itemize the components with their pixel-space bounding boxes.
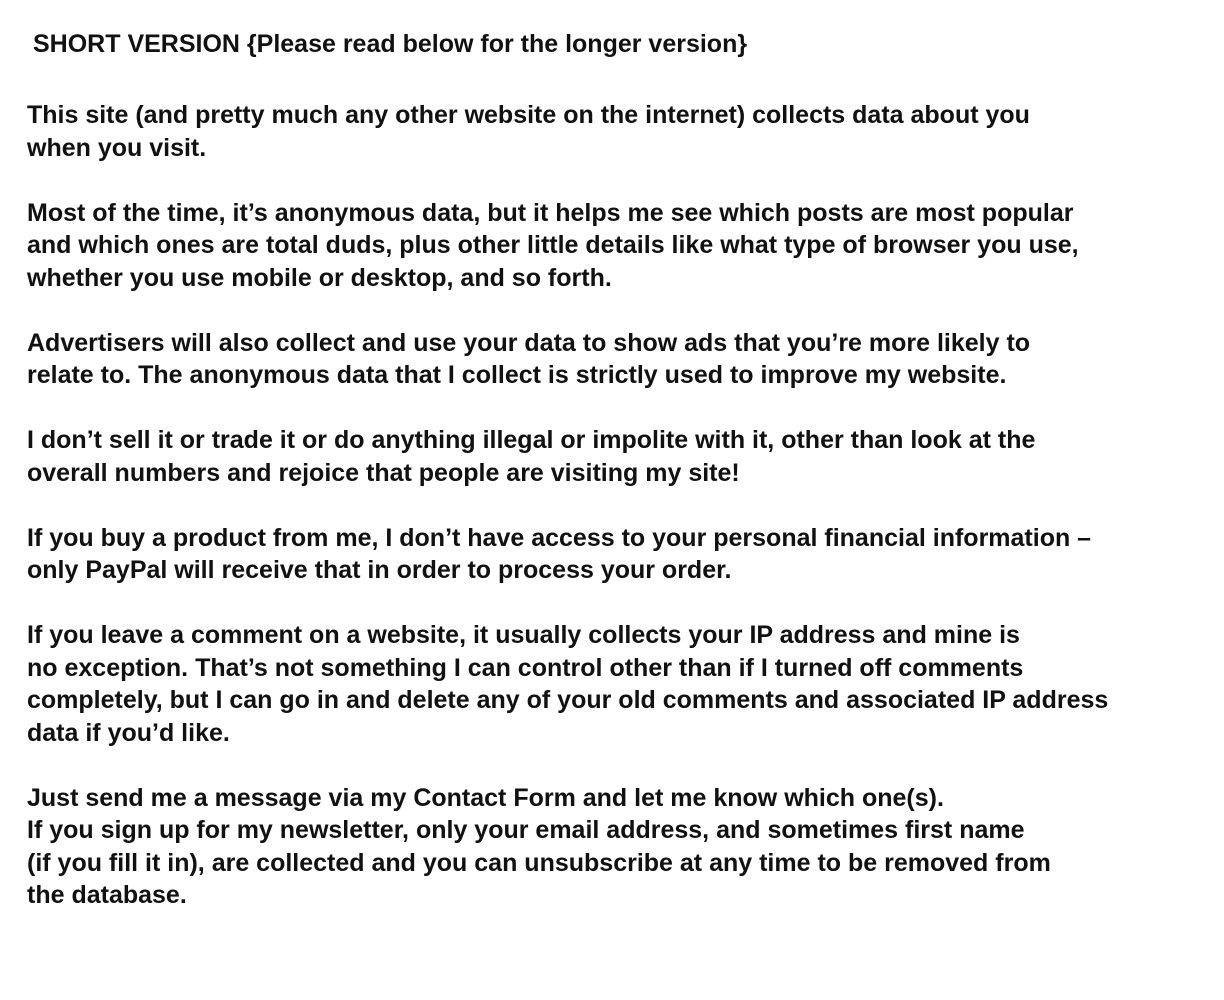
paragraph-line: Most of the time, it’s anonymous data, but it helps me see which posts are most popular (27, 198, 1074, 227)
paragraph-line: and which ones are total duds, plus other little details like what type of browser you use, (27, 231, 1079, 259)
paragraph-line: only PayPal will receive that in order to process your order. (27, 556, 732, 584)
paragraph-purchases (27, 522, 1217, 587)
paragraph-line: If you leave a comment on a website, it usually collects your IP address and mine is (27, 621, 1020, 649)
paragraph-line: Just send me a message via my Contact Form and let me know which one(s). (27, 783, 944, 812)
paragraph-line: the database. (27, 881, 187, 909)
paragraph-line: relate to. The anonymous data that I collect is strictly used to improve my website. (27, 361, 1007, 389)
paragraph-line: (if you fill it in), are collected and you can unsubscribe at any time to be removed from (27, 848, 1051, 877)
paragraph-line: I don’t sell it or trade it or do anything illegal or impolite with it, other than look at the (27, 426, 1036, 454)
page-title: SHORT VERSION {Please read below for the longer version} (33, 30, 748, 58)
paragraph-line: whether you use mobile or desktop, and so forth. (27, 263, 612, 292)
paragraph-contact-newsletter (27, 782, 1217, 912)
paragraph-line: when you visit. (27, 133, 207, 162)
paragraph-line: This site (and pretty much any other website on the internet) collects data about you (27, 101, 1030, 129)
paragraph-anonymous-data (27, 197, 1217, 295)
paragraph-line: If you buy a product from me, I don’t have access to your personal financial information – (27, 523, 1092, 552)
paragraph-no-selling (27, 424, 1217, 489)
paragraph-comments (27, 619, 1217, 749)
paragraph-line: overall numbers and rejoice that people are visiting my site! (27, 458, 740, 487)
paragraph-advertisers (27, 327, 1217, 392)
paragraph-line: no exception. That’s not something I can control other than if I turned off comments (27, 653, 1024, 682)
paragraph-data-collection (27, 99, 1217, 164)
paragraph-line: data if you’d like. (27, 718, 230, 747)
paragraph-line: Advertisers will also collect and use your data to show ads that you’re more likely to (27, 328, 1031, 357)
privacy-document (27, 28, 1217, 912)
paragraph-line: If you sign up for my newsletter, only your email address, and sometimes first name (27, 816, 1025, 844)
paragraph-line: completely, but I can go in and delete any of your old comments and associated IP address (27, 686, 1109, 714)
